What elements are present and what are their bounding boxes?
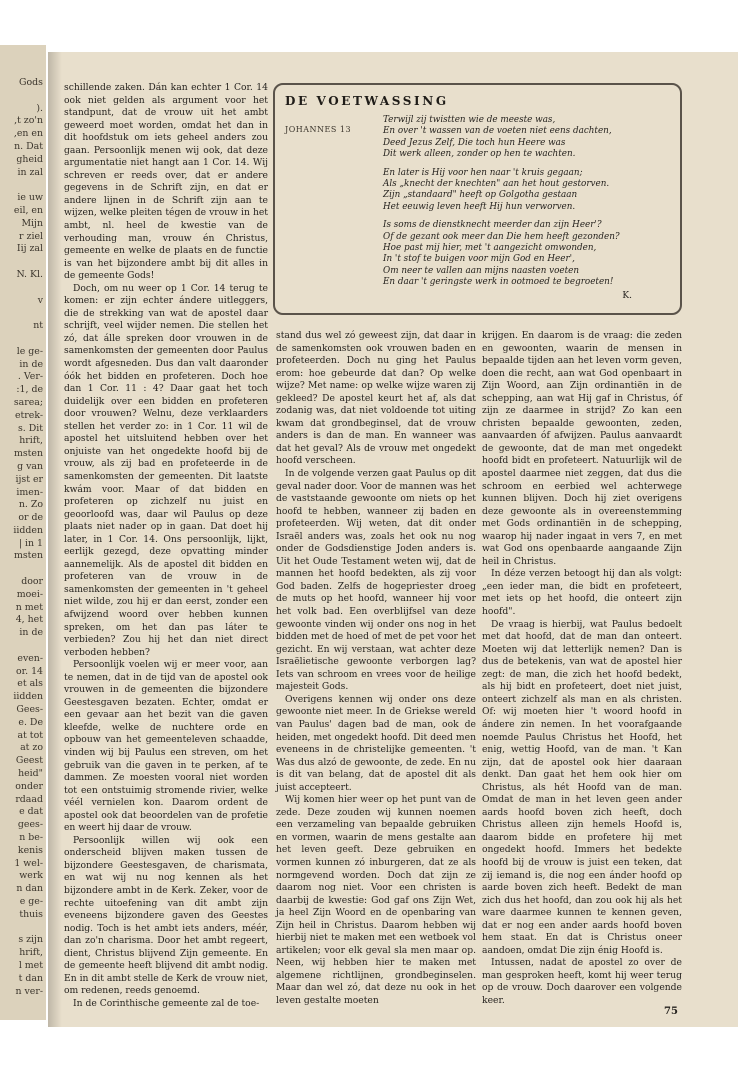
paragraph: De vraag is hierbij, wat Paulus bedoelt met dat hoofd, dat de man dan onteert. Moeten wij dat letterlijk nemen? Dan is dus de betekenis, van wat de apostel hier zegt: de man, die zich het hoofd bedekt, als hij bidt en profeteert, doet niet juist, onteert zichzelf als man en als christen. Of: wij moeten hier 't woord hoofd in ándere zin nemen. In het voorafgaande noemde Paulus Christus het Hoofd, het enig, wettig Hoofd, van de man. 't Kan zijn, dat de apostel ook hier daaraan denkt. Dan gaat het hem ook hier om Christus, als hét Hoofd van de man. Omdat de man in het leven geen ander aards hoofd boven zich heeft, doch Christus alleen zijn hemels Hoofd is, daarom bidde en profetere hij met ongedekt hoofd. Immers het bedekte hoofd bij de vrouw is juist een teken, dat zij iemand is, die nog een ánder hoofd op aarde boven zich heeft. Bedekt de man zich dus het hoofd, dan zou ook hij als het ware daarmee kunnen te kennen geven, dat er nog een ander aards hoofd boven hem staat. En dat is Christus oneer aandoen, omdat Die zijn énig Hoofd is.	[482, 618, 682, 956]
poem-stanza	[383, 168, 673, 214]
poem-stanza	[383, 115, 673, 161]
poem-line: Terwijl zij twistten wie de meeste was,	[383, 115, 556, 125]
text-column-2	[276, 330, 476, 1008]
paragraph: krijgen. En daarom is de vraag: die zeden en gewoonten, waarin de mensen in bepaalde tijden aan het leven vorm geven, doen die recht, aan wat God openbaart in Zijn Woord, aan Zijn ordinantiën in de schepping, aan wat Hij gaf in Christus, óf zijn ze daarmee in strijd? Zo kan een christen bepaalde gewoonten, zeden, aanvaarden óf afwijzen. Paulus aanvaardt de gewoonte, dat de man met ongedekt hoofd bidt en profeteert. Natuurlijk wil de apostel daarmee niet zeggen, dat dus die schroom en eerbied wel achterwege kunnen blijven. Doch hij ziet overigens deze gewoonte als in overeenstemming met Gods ordinantiën in de schepping, waarop hij nader ingaat in vers 7, en met wat God ons openbaarde aangaande Zijn heil in Christus.	[482, 330, 682, 567]
poem-signature: K.	[622, 291, 632, 301]
poem-text	[383, 115, 673, 296]
poem-line: Dit werk alleen, zonder op hen te wachten.	[383, 149, 576, 160]
poem-box	[273, 83, 682, 315]
poem-line: Het eeuwig leven heeft Hij hun verworven.	[383, 201, 576, 212]
paragraph: Persoonlijk voelen wij er meer voor, aan te nemen, dat in de tijd van de apostel ook vrouwen in de gemeenten die bijzondere Geestesgaven bezaten. Echter, omdat er een gevaar aan het bezit van die gaven kleefde, welke de nuchtere orde en opbouw van het gemeenteleven schaadde, vinden wij bij Paulus een streven, om het gebruik van die gaven in te perken, af te dammen. Ze moesten vooral niet worden tot een ontstuimig stromende rivier, welke véél vernielen kon. Daarom ordent de apostel ook dat beoordelen van de profetie en weert hij daar de vrouw.	[64, 659, 268, 834]
poem-line: Hoe past mij hier, met 't aangezicht omwonden,	[383, 243, 597, 254]
page-number: 75	[664, 1006, 678, 1017]
poem-title: DE VOETWASSING	[285, 94, 449, 108]
paragraph: Doch, om nu weer op 1 Cor. 14 terug te komen: er zijn echter ándere uitleggers, die de strekking van wat de apostel daar schrijft, veel wijder nemen. Die stellen het zó, dat álle spreken door vrouwen in de samenkomsten der gemeenten door Paulus wordt afgesneden. Dus dan valt daaronder óók het bidden en profeteren. Doch hoe dan 1 Cor. 11 : 4? Daar gaat het toch duidelijk over een bidden en profeteren door vrouwen? Welnu, deze verklaarders stellen het verder zo: in 1 Cor. 11 wil de apostel het uitsluitend hebben over het onjuiste van het ongedekte hoofd bij de vrouw, als zij bad en profeteerde in de samenkomsten der gemeenten. Dit laatste kwám voor. Maar of dat bidden en profeteren op zichzelf nu juist en geoorloofd was, daar wil Paulus op deze plaats niet nader op in gaan. Dat doet hij later, in 1 Cor. 14. Ons persoonlijk, lijkt, eerlijk gezegd, deze opvatting minder aannemelijk. Als de apostel dit bidden en profeteren van de vrouw in de samenkomsten der gemeenten in 't geheel niet wilde, zou hij er dan eerst, zonder een afwijzend woord over hebben kunnen spreken, om het dan pas láter te verbieden? Zou hij het dan niet direct verboden hebben?	[64, 282, 268, 658]
paragraph: Wij komen hier weer op het punt van de zede. Deze zouden wij kunnen noemen een verzameling van bepaalde gebruiken en vormen, waarin de mens gestalte aan het leven geeft. Deze gebruiken en vormen kunnen zó inburgeren, dat ze als normgevend worden. Doch dat zijn ze daarom nog niet. Voor een christen is daarbij de kwestie: God gaf ons Zijn Wet, ja heel Zijn Woord en de openbaring van Zijn heil in Christus. Daarom hebben wij hierbij niet te maken met een wetboek vol artikelen; voor elk geval sla men maar op. Neen, wij hebben hier te maken met algemene richtlijnen, grondbeginselen. Maar dan wel zó, dat deze nu ook in het leven gestalte moeten	[276, 794, 476, 1006]
poem-line: En over 't wassen van de voeten niet eens dachten,	[383, 126, 612, 137]
poem-line: Om neer te vallen aan mijns naasten voeten	[383, 265, 580, 276]
poem-line: Als „knecht der knechten" aan het hout gestorven.	[383, 179, 610, 190]
text-column-1	[64, 82, 268, 1010]
poem-line: Is soms de dienstknecht meerder dan zijn Heer'?	[383, 220, 602, 231]
poem-line: Deed Jezus Zelf, Die toch hun Heere was	[383, 137, 566, 148]
poem-line: Zijn „standaard" heeft op Golgotha gestaan	[383, 190, 578, 201]
poem-line: In 't stof te buigen voor mijn God en Heer',	[383, 254, 575, 265]
paragraph: Intussen, nadat de apostel zo over de man gesproken heeft, komt hij weer terug op de vrouw. Doch daarover een volgende keer.	[482, 957, 682, 1006]
paragraph: schillende zaken. Dán kan echter 1 Cor. 14 ook niet gelden als argument voor het standpunt, dat de vrouw uit het ambt geweerd moet worden, omdat het dan in dit hoofdstuk om iets geheel anders zou gaan. Persoonlijk menen wij ook, dat deze argumentatie niet hangt aan 1 Cor. 14. Wij schreven er reeds over, dat er andere gegevens in de Schrift zijn, en dat er andere lijnen in de Schrift zijn aan te wijzen, welke pleiten tégen de vrouw in het ambt, nl. heel de kwestie van de verhouding man, vrouw én Christus, gemeente en welke de plaats en de functie is van het bijzondere ambt bij dit alles in de gemeente Gods!	[64, 82, 268, 282]
paragraph: In de volgende verzen gaat Paulus op dit geval nader door. Voor de mannen was het de vaststaande gewoonte om niets op het hoofd te hebben, wanneer zij baden en profeteerden. Wij weten, dat dit onder Israël anders was, zoals het ook nu nog onder de Godsdienstige Joden anders is. Uit het Oude Testament weten wij, dat de mannen het hoofd bedekten, als zij voor God baden. Zelfs de hogepriester droeg de muts op het hoofd, wanneer hij voor het volk bad. Een overblijfsel van deze gewoonte vinden wij onder ons nog in het bidden met de hoed of met de pet voor het gezicht. En wij verstaan, wat achter deze Israëlietische gewoonte verborgen lag? Iets van schroom en vrees voor de heilige majesteit Gods.	[276, 468, 476, 693]
paragraph: In de Corinthische gemeente zal de toe-	[73, 997, 260, 1009]
paragraph: Persoonlijk willen wij ook een onderscheid blijven maken tussen de bijzondere Geestesgaven, de charismata, en wat wij nu nog kennen als het bijzondere ambt in de Kerk. Zeker, voor de rechte uitoefening van dit ambt zijn eveneens bijzondere gaven des Geestes nodig. Toch is het ambt iets anders, méér, dan zo'n charisma. Door het ambt regeert, dient, Christus blijvend Zijn gemeente. En de gemeente heeft blijvend dit ambt nodig. En in dit ambt stelle de Kerk de vrouw niet, om redenen, reeds genoemd.	[64, 834, 268, 997]
poem-line: Of de gezant ook meer dan Die hem heeft gezonden?	[383, 231, 620, 242]
previous-page-text: Gods ). ,t zo'n ,en en n. Dat gheid in zal ie uw eil, en Mijn r ziel Iij zal N. Kl. v nt le ge- in de . Ver- :1, de sarea; etrek- s. Dit hrift, msten g van ijst er imen- n. Zo or de iidden | in 1 msten door moei- n met 4, het in de even- or. 14 et als iidden Gees- e. De at tot at zo Geest heid" onder rdaad e dat gees- n be- kenis 1 wel- werk n dan e ge- thuis s zijn hrift, l met t dan n ver-	[13, 77, 43, 997]
paragraph: In déze verzen betoogt hij dan als volgt: „een ieder man, die bidt en profeteert, met iets op het hoofd, die onteert zijn hoofd".	[482, 568, 682, 618]
poem-line: En later is Hij voor hen naar 't kruis gegaan;	[383, 167, 583, 178]
text-column-3	[482, 330, 682, 1008]
poem-stanza	[383, 220, 673, 288]
gutter-shadow	[48, 52, 62, 1027]
bible-reference: JOHANNES 13	[285, 125, 352, 134]
paragraph: Overigens kennen wij onder ons deze gewoonte niet meer. In de Griekse wereld van Paulus' dagen bad de man, ook de heiden, met ongedekt hoofd. Dit deed men eveneens in de christelijke gemeenten. 't Was dus alzó de gewoonte, de zede. En nu is dit van belang, dat de apostel dit als juist accepteert.	[276, 693, 476, 793]
previous-page-edge	[0, 45, 46, 1020]
poem-line: En daar 't geringste werk in ootmoed te begroeten!	[383, 277, 614, 288]
paragraph: stand dus wel zó geweest zijn, dat daar in de samenkomsten ook vrouwen baden en profeteerden. Doch nu ging het Paulus erom: hoe gebeurde dat dan? Op welke wijze? Met name: op welke wijze waren zij gekleed? De apostel keurt het af, als dat zodanig was, dat niet voldoende tot uiting kwam dat grondbeginsel, dat de vrouw anders is dan de man. En wanneer was dat het geval? Als de vrouw met ongedekt hoofd verscheen.	[276, 330, 476, 467]
